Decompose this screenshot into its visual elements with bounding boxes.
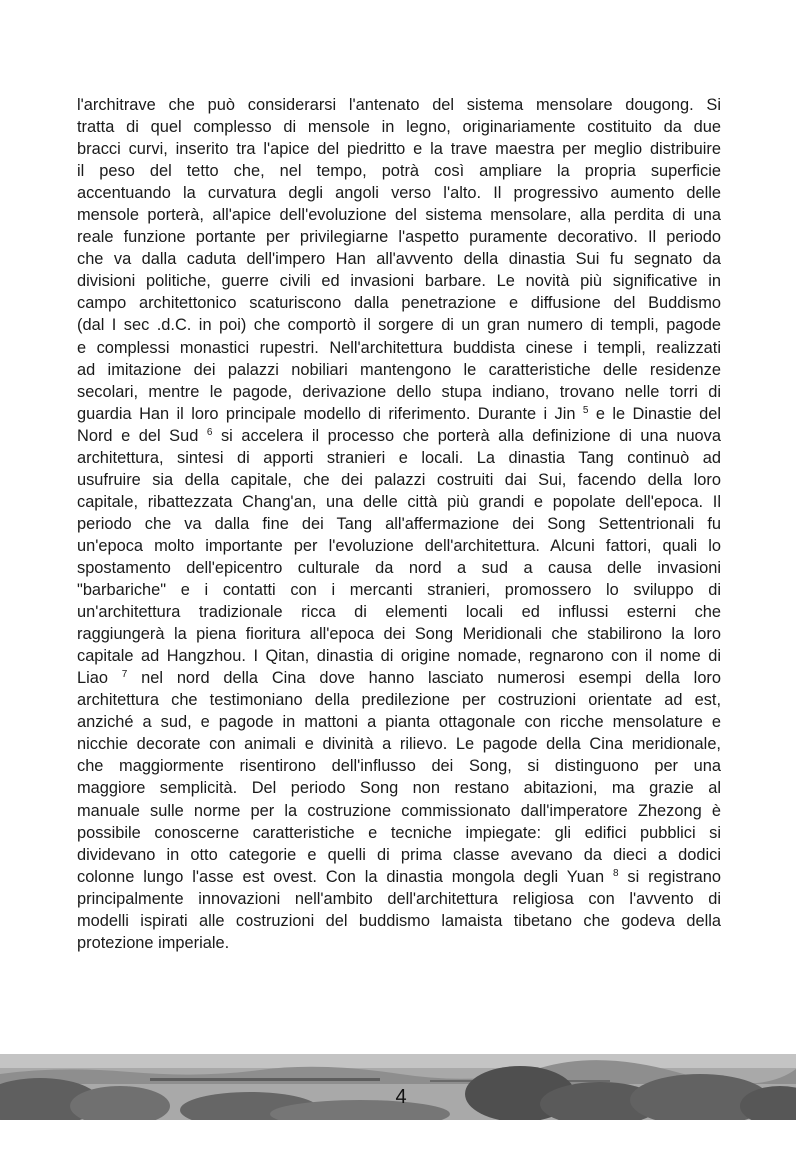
text-line-footnote-7 [77,667,721,689]
text-line: "barbariche" e i contatti con i mercanti stranieri, promossero lo sviluppo di [77,581,721,600]
text-run: colonne lungo l'asse est ovest. Con la dinastia mongola degli Yuan [77,867,613,886]
text-line-footnote-5 [77,403,721,425]
text-run: guardia Han il loro principale modello di riferimento. Durante i Jin [77,404,583,423]
text-line: che maggiormente risentirono dell'influsso dei Song, si distinguono per una [77,757,721,776]
text-run: Nord e del Sud [77,426,207,445]
text-run: Liao [77,669,122,688]
footnote-ref-6[interactable]: 6 [206,426,213,438]
body-paragraph [77,94,721,954]
text-line: raggiungerà la piena fioritura all'epoca dei Song Meridionali che stabilirono la loro [77,625,721,644]
text-line: capitale, ribattezzata Chang'an, una delle città più grandi e popolate dell'epoca. Il [77,492,721,511]
text-line: divisioni politiche, guerre civili ed invasioni barbare. Le novità più significative in [77,272,721,291]
text-run: e le Dinastie del [588,404,721,423]
text-line: capitale ad Hangzhou. I Qitan, dinastia di origine nomade, regnarono con il nome di [77,647,721,666]
text-run: nel nord della Cina dove hanno lasciato numerosi esempi della loro [127,669,722,688]
text-line: il peso del tetto che, nel tempo, potrà così ampliare la propria superficie [77,162,721,181]
text-line: architettura, sintesi di apporti stranieri e locali. La dinastia Tang continuò ad [77,448,721,467]
text-line: spostamento dell'epicentro culturale da nord a sud a causa delle invasioni [77,558,721,577]
text-line: (dal I sec .d.C. in poi) che comportò il sorgere di un gran numero di templi, pagode [77,316,721,335]
text-line: modelli ispirati alle costruzioni del buddismo lamaista tibetano che godeva della [77,911,721,930]
text-line: reale funzione portante per privilegiarne l'aspetto puramente decorativo. Il periodo [77,228,721,247]
page-number: 4 [395,1086,407,1108]
text-line: campo architettonico scaturiscono dalla penetrazione e diffusione del Buddismo [77,294,721,313]
footnote-ref-5[interactable]: 5 [582,404,589,416]
text-line-footnote-8 [77,866,721,888]
text-line: secolari, mentre le pagode, derivazione dello stupa indiano, trovano nelle torri di [77,382,721,401]
text-line: maggiore semplicità. Del periodo Song non restano abitazioni, ma grazie al [77,779,721,798]
text-run: si registrano [618,867,721,886]
text-line: usufruire sia della capitale, che dei palazzi costruiti dai Sui, facendo della loro [77,470,721,489]
footnote-ref-7[interactable]: 7 [121,669,128,681]
text-line: e complessi monastici rupestri. Nell'architettura buddista cinese i templi, realizzati [77,338,721,357]
text-line: che va dalla caduta dell'impero Han all'avvento della dinastia Sui fu segnato da [77,250,721,269]
text-line: possibile conoscerne caratteristiche e tecniche impiegate: gli edifici pubblici si [77,823,721,842]
text-line: principalmente innovazioni nell'ambito dell'architettura religiosa con l'avvento di [77,889,721,908]
text-line: tratta di quel complesso di mensole in legno, originariamente costituito da due [77,118,721,137]
text-line: un'epoca molto importante per l'evoluzione dell'architettura. Alcuni fattori, quali lo [77,536,721,555]
text-line: ad imitazione dei palazzi nobiliari mantengono le caratteristiche delle residenze [77,360,721,379]
text-line: anziché a sud, e pagode in mattoni a pianta ottagonale con ricche mensolature e [77,713,721,732]
text-line: l'architrave che può considerarsi l'antenato del sistema mensolare dougong. Si [77,96,721,114]
text-line: architettura che testimoniano della predilezione per costruzioni orientate ad est, [77,691,721,710]
text-line: manuale sulle norme per la costruzione commissionato dall'imperatore Zhezong è [77,801,721,820]
text-line: dividevano in otto categorie e quelli di prima classe avevano da dieci a dodici [77,845,721,864]
text-line: nicchie decorate con animali e divinità a rilievo. Le pagode della Cina meridionale, [77,735,721,754]
footnote-ref-8[interactable]: 8 [612,867,619,879]
text-line: mensole porterà, all'apice dell'evoluzione del sistema mensolare, alla perdita di una [77,206,721,225]
text-line-last: protezione imperiale. [77,933,230,952]
text-run: si accelera il processo che porterà alla definizione di una nuova [212,426,721,445]
text-line: bracci curvi, inserito tra l'apice del piedritto e la trave maestra per meglio distribuire [77,140,721,159]
text-line: periodo che va dalla fine dei Tang all'affermazione dei Song Settentrionali fu [77,514,721,533]
text-line: un'architettura tradizionale ricca di elementi locali ed influssi esterni che [77,603,721,622]
text-line-footnote-6 [77,425,721,447]
text-line: accentuando la curvatura degli angoli verso l'alto. Il progressivo aumento delle [77,184,721,203]
